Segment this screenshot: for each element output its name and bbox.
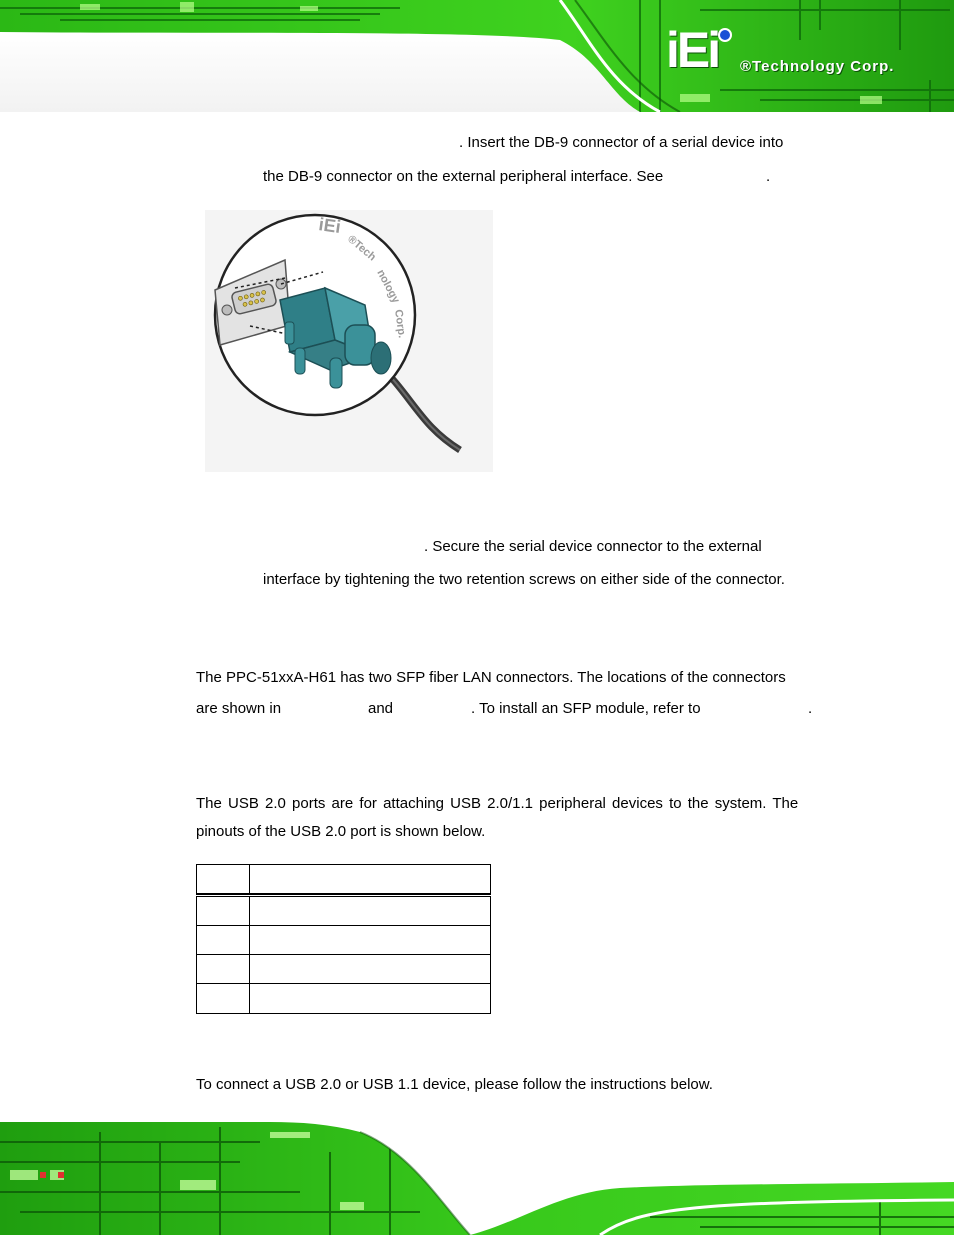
pcb-footer-graphic xyxy=(0,1122,954,1235)
logo-text: iEi xyxy=(666,22,719,78)
page-footer-banner xyxy=(0,1122,954,1235)
sfp-paragraph-line1: The PPC-51xxA-H61 has two SFP fiber LAN connectors. The locations of the connectors xyxy=(196,669,786,686)
logo-dot xyxy=(718,28,732,42)
secure-connector-text-line2: interface by tightening the two retention screws on either side of the connector. xyxy=(263,571,785,588)
svg-text:Corp.: Corp. xyxy=(392,308,408,339)
table-row xyxy=(196,925,491,955)
usb-paragraph-line2: pinouts of the USB 2.0 port is shown below. xyxy=(196,823,486,840)
insert-connector-text-line2: the DB-9 connector on the external peripheral interface. See xyxy=(263,168,664,185)
sfp-paragraph-line2-a: are shown in xyxy=(196,700,282,717)
table-header-row xyxy=(196,864,491,895)
table-row xyxy=(196,896,491,926)
insert-connector-text-line1: . Insert the DB-9 connector of a serial device into xyxy=(459,134,784,151)
db9-connector-illustration xyxy=(205,210,493,472)
iei-logo xyxy=(666,24,736,76)
sfp-paragraph-line2-b: and xyxy=(368,700,394,717)
svg-text:nology: nology xyxy=(374,267,402,306)
sfp-paragraph-line2-c: . To install an SFP module, refer to xyxy=(471,700,701,717)
pcb-header-graphic xyxy=(0,0,954,112)
brand-text: ®Technology Corp. xyxy=(740,58,895,75)
svg-text:®Tech: ®Tech xyxy=(345,233,379,264)
table-row xyxy=(196,954,491,984)
sfp-paragraph-line2-d: . xyxy=(808,700,813,717)
usb-connect-instructions: To connect a USB 2.0 or USB 1.1 device, please follow the instructions below. xyxy=(196,1076,713,1093)
db9-connector-figure xyxy=(205,210,493,472)
usb-pinout-table xyxy=(196,864,491,1014)
page-header-banner xyxy=(0,0,954,112)
table-row xyxy=(196,983,491,1014)
usb-paragraph-line1: The USB 2.0 ports are for attaching USB 2.0/1.1 peripheral devices to the system. The xyxy=(196,795,799,812)
insert-connector-text-line2-end: . xyxy=(766,168,771,185)
secure-connector-text-line1: . Secure the serial device connector to the external xyxy=(424,538,762,555)
svg-text:iEi: iEi xyxy=(317,214,343,238)
